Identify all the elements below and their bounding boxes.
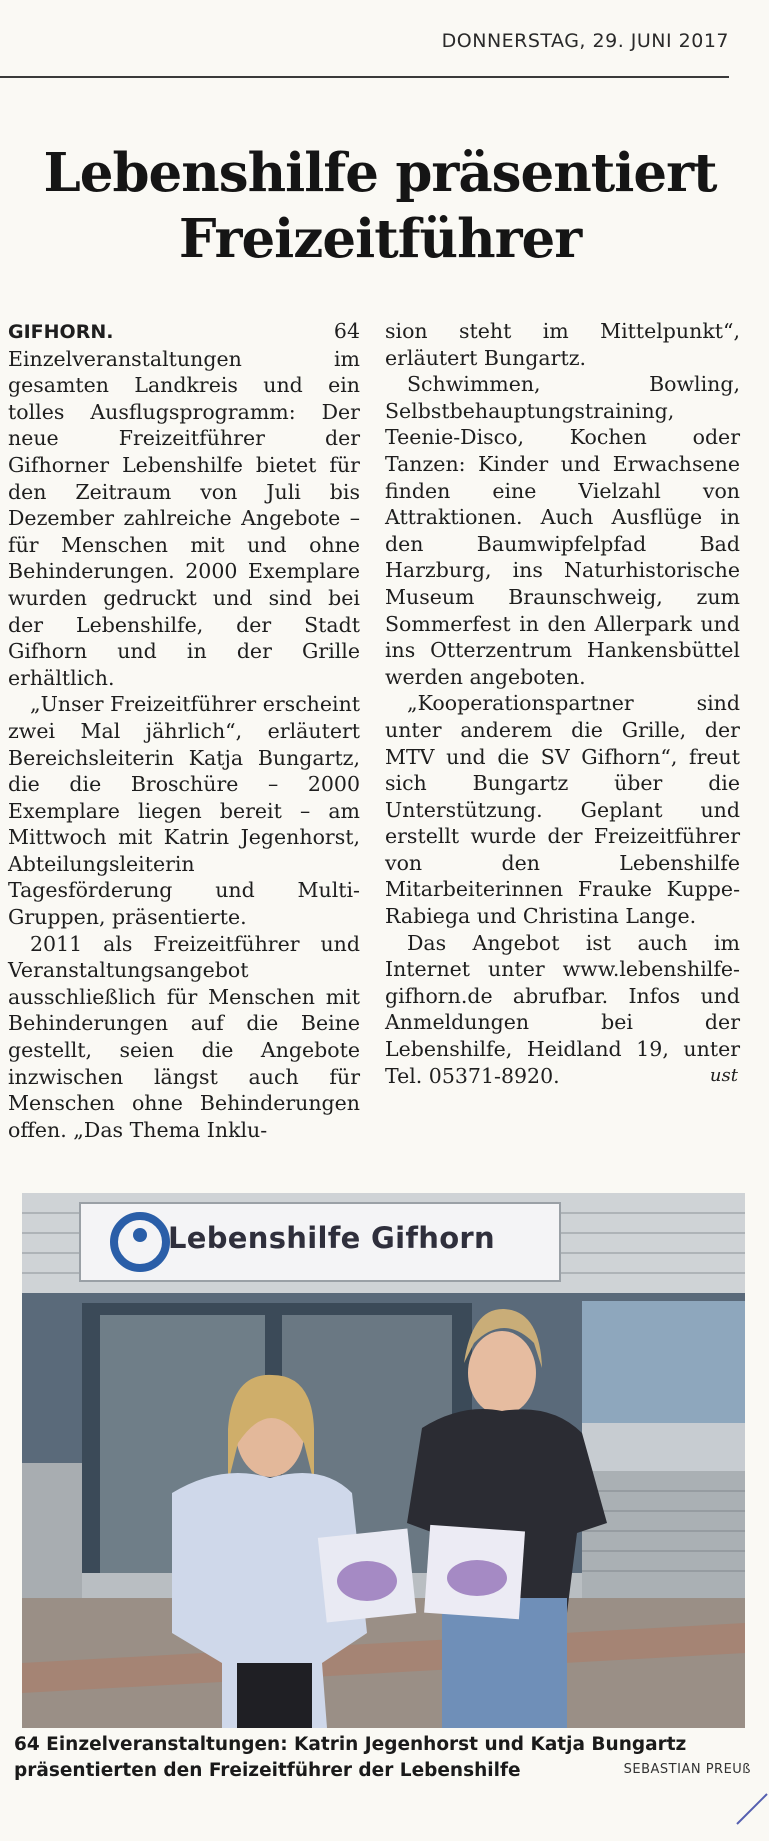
paragraph: sion steht im Mittelpunkt“, erläutert Bungartz.: [385, 319, 740, 370]
article-headline: [30, 140, 730, 272]
paragraph: „Unser Freizeitführer erscheint zwei Mal jährlich“, erläutert Bereichsleiterin Katja Bungartz, die die Broschüre – 2000 Exemplare liegen bereit – am Mittwoch mit Katrin Jegenhorst, Abteilungsleiterin Tagesförderung und Multi-Gruppen, präsentierte.: [8, 692, 361, 930]
issue-date: DONNERSTAG, 29. JUNI 2017: [441, 30, 729, 52]
paragraph: Schwimmen, Bowling, Selbstbehauptungstraining, Teenie-Disco, Kochen oder Tanzen: Kinder und Erwachsene finden eine Vielzahl von Attraktionen. Auch Ausflüge in den Baumwipfelpfad Bad Harzburg, ins Naturhistorische Museum Braunschweig, zum Sommerfest in den Allerpark und ins Otterzentrum Hankensbüttel werden angeboten.: [385, 372, 740, 689]
header-rule: [0, 76, 729, 78]
pen-mark-icon: [729, 1788, 769, 1828]
paragraph-text: Das Angebot ist auch im Internet unter www.lebenshilfe-gifhorn.de abrufbar. Infos und Anmeldungen bei der Lebenshilfe, Heidland 19, unter Tel. 05371-8920.: [385, 930, 740, 1088]
paragraph: [385, 930, 740, 1090]
article-column-right: [385, 318, 740, 1089]
photo-credit: SEBASTIAN PREUß: [623, 1762, 751, 1777]
caption-line-2: präsentierten den Freizeitführer der Lebenshilfe: [14, 1760, 521, 1781]
headline-line-2: Freizeitführer: [178, 208, 582, 270]
paragraph: 2011 als Freizeitführer und Veranstaltungsangebot ausschließlich für Menschen mit Behinderungen auf die Beine gestellt, seien die Angebote inzwischen längst auch für Menschen ohne Behinderungen offen. „Das Thema Inklu-: [8, 931, 360, 1142]
paragraph: „Kooperationspartner sind unter anderem die Grille, der MTV und die SV Gifhorn“, freut sich Bungartz über die Unterstützung. Geplant und erstellt wurde der Freizeitführer von den Lebenshilfe Mitarbeiterinnen Frauke Kuppe-Rabiega und Christina Lange.: [385, 691, 740, 929]
building-sign-text: Lebenshilfe Gifhorn: [168, 1221, 495, 1255]
dateline: GIFHORN.: [8, 321, 114, 343]
photo-illustration: [22, 1193, 745, 1728]
article-column-left: [8, 318, 360, 1143]
paragraph: [8, 318, 360, 691]
author-initials: ust: [709, 1064, 738, 1086]
caption-line-1: 64 Einzelveranstaltungen: Katrin Jegenhorst und Katja Bungartz: [14, 1734, 687, 1755]
article-photo: [22, 1193, 745, 1728]
paragraph-text: 64 Einzelveranstaltungen im gesamten Landkreis und ein tolles Ausflugsprogramm: Der neue Freizeitführer der Gifhorner Lebenshilfe bietet für den Zeitraum von Juli bis Dezember zahlreiche Angebote – für Menschen mit und ohne Behinderungen. 2000 Exemplare wurden gedruckt und sind bei der Lebenshilfe, der Stadt Gifhorn und in der Grille erhältlich.: [8, 319, 360, 690]
headline-line-1: Lebenshilfe präsentiert: [43, 142, 717, 204]
